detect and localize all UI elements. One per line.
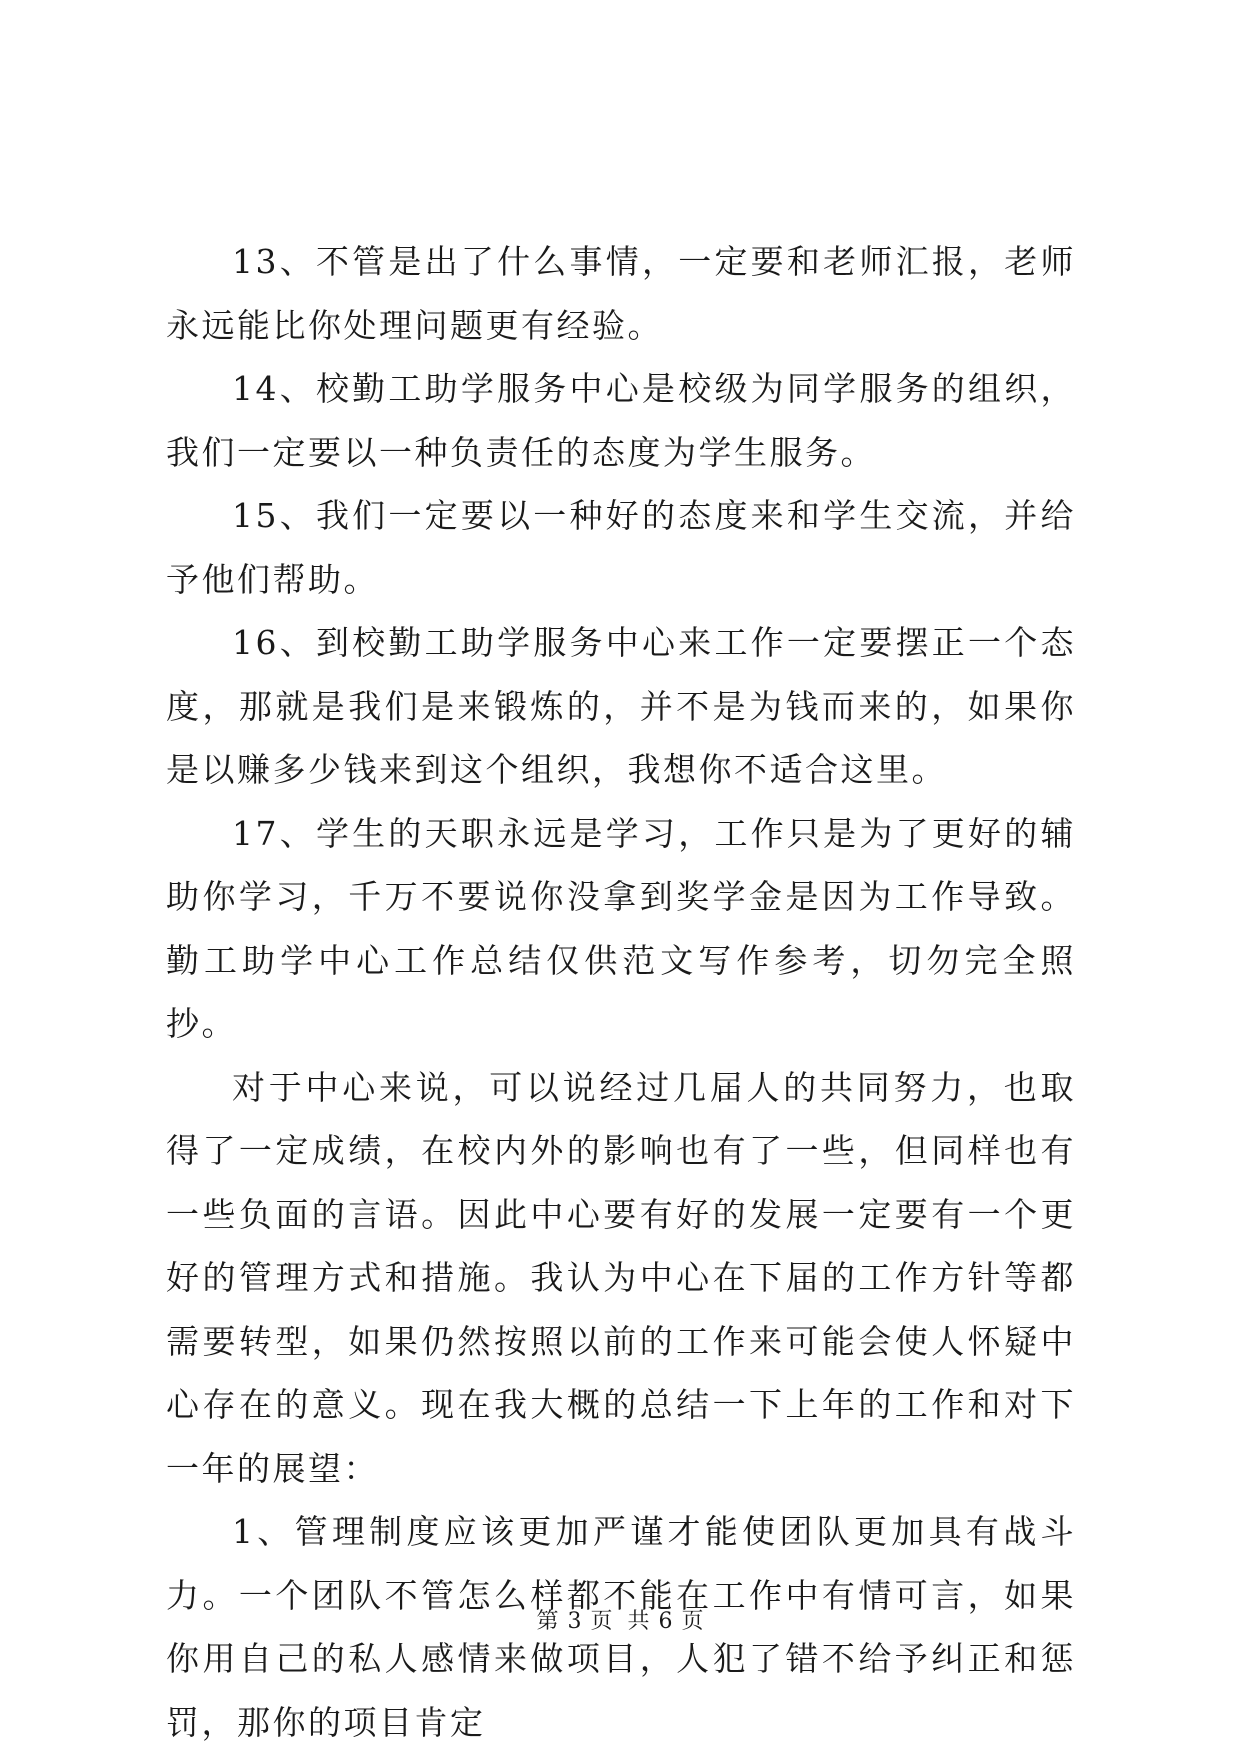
paragraph-item-13: 13、不管是出了什么事情，一定要和老师汇报，老师永远能比你处理问题更有经验。: [166, 242, 1076, 345]
paragraph-item-17: 17、学生的天职永远是学习，工作只是为了更好的辅助你学习，千万不要说你没拿到奖学金是因为工作导致。勤工助学中心工作总结仅供范文写作参考，切勿完全照抄。: [166, 813, 1076, 1043]
paragraph-outlook-1: 1、管理制度应该更加严谨才能使团队更加具有战斗力。一个团队不管怎么样都不能在工作中有情可言，如果你用自己的私人感情来做项目，人犯了错不给予纠正和惩罚，那你的项目肯定: [166, 1512, 1076, 1742]
page-footer: [0, 1607, 1241, 1637]
page-number: 第 3 页: [536, 1609, 614, 1634]
document-body: [166, 230, 1076, 1754]
paragraph-center-summary: 对于中心来说，可以说经过几届人的共同努力，也取得了一定成绩，在校内外的影响也有了一些，但同样也有一些负面的言语。因此中心要有好的发展一定要有一个更好的管理方式和措施。我认为中心在下届的工作方针等都需要转型，如果仍然按照以前的工作来可能会使人怀疑中心存在的意义。现在我大概的总结一下上年的工作和对下一年的展望：: [166, 1067, 1076, 1488]
paragraph-item-14: 14、校勤工助学服务中心是校级为同学服务的组织，我们一定要以一种负责任的态度为学生服务。: [166, 369, 1076, 472]
paragraph-item-16: 16、到校勤工助学服务中心来工作一定要摆正一个态度，那就是我们是来锻炼的，并不是为钱而来的，如果你是以赚多少钱来到这个组织，我想你不适合这里。: [166, 623, 1076, 789]
paragraph-item-15: 15、我们一定要以一种好的态度来和学生交流，并给予他们帮助。: [166, 496, 1076, 599]
page-total: 共 6 页: [627, 1609, 705, 1634]
